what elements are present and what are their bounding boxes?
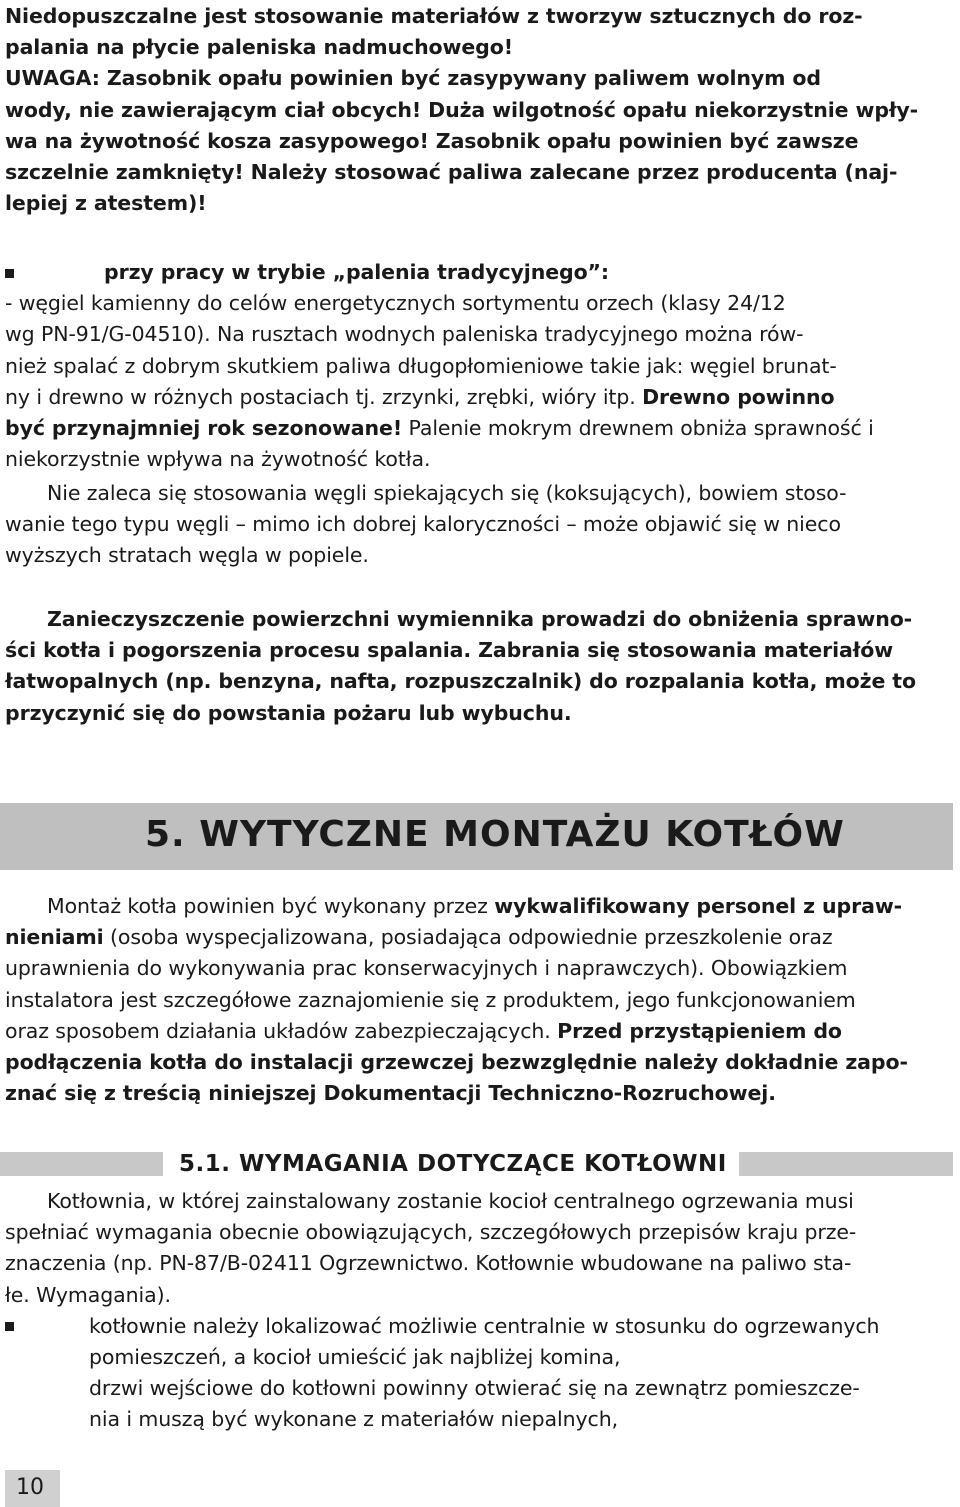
text-line: kotłownie należy lokalizować możliwie centralnie w stosunku do ogrzewanych bbox=[89, 1313, 880, 1338]
text-line: łatwopalnych (np. benzyna, nafta, rozpuszczalnik) do rozpalania kotła, może to bbox=[5, 669, 916, 694]
subsection-title-wrap bbox=[163, 1146, 739, 1182]
text-line: Nie zaleca się stosowania węgli spiekających się (koksujących), bowiem stoso- bbox=[47, 481, 847, 505]
page-number: 10 bbox=[16, 1475, 44, 1500]
text-line: spełniać wymagania obecnie obowiązujących, szczegółowych przepisów kraju prze- bbox=[5, 1220, 857, 1245]
text-line: łe. Wymagania). bbox=[5, 1282, 171, 1307]
text-line: lepiej z atestem)! bbox=[5, 191, 207, 216]
text-line: Montaż kotła powinien być wykonany przez wykwalifikowany personel z upraw- bbox=[47, 894, 903, 918]
text-line: znać się z treścią niniejszej Dokumentacji Techniczno-Rozruchowej. bbox=[5, 1081, 776, 1106]
traditional-mode-block bbox=[5, 257, 953, 475]
text-line: wa na żywotność kosza zasypowego! Zasobnik opału powinien być zawsze bbox=[5, 128, 859, 153]
text-line: podłączenia kotła do instalacji grzewczej bezwzględnie należy dokładnie zapo- bbox=[5, 1050, 908, 1075]
list-item bbox=[5, 1373, 953, 1435]
text-line: znaczenia (np. PN-87/B-02411 Ogrzewnictwo. Kotłownie wbudowane na paliwo sta- bbox=[5, 1251, 852, 1276]
exchanger-warning bbox=[5, 604, 953, 729]
bullet-heading: przy pracy w trybie „palenia tradycyjnego”: bbox=[5, 257, 953, 288]
text-line: Zanieczyszczenie powierzchni wymiennika prowadzi do obniżenia sprawno- bbox=[47, 607, 913, 631]
section5-body bbox=[5, 891, 953, 1109]
text-line: niekorzystnie wpływa na żywotność kotła. bbox=[5, 447, 431, 472]
subsection-title: 5.1. WYMAGANIA DOTYCZĄCE KOTŁOWNI bbox=[179, 1151, 727, 1177]
text-line: ści kotła i pogorszenia procesu spalania. Zabrania się stosowania materiałów bbox=[5, 638, 894, 663]
page-number-tab bbox=[5, 1470, 60, 1507]
bullet-square-icon bbox=[5, 269, 14, 278]
text-line: wanie tego typu węgli – mimo ich dobrej kaloryczności – może objawić się w nieco bbox=[5, 512, 841, 537]
section-title: 5. WYTYCZNE MONTAŻU KOTŁÓW bbox=[145, 814, 845, 855]
list-item bbox=[5, 1311, 953, 1373]
text-line: Kotłownia, w której zainstalowany zostanie kocioł centralnego ogrzewania musi bbox=[47, 1189, 854, 1213]
text-line: szczelnie zamknięty! Należy stosować paliwa zalecane przez producenta (naj- bbox=[5, 160, 898, 185]
text-line: nież spalać z dobrym skutkiem paliwa długopłomieniowe takie jak: węgiel brunat- bbox=[5, 353, 837, 378]
text-line: wody, nie zawierającym ciał obcych! Duża wilgotność opału niekorzystnie wpły- bbox=[5, 97, 919, 122]
text-line: - węgiel kamienny do celów energetycznych sortymentu orzech (klasy 24/12 bbox=[5, 291, 786, 316]
fuel-warning-block bbox=[5, 1, 953, 219]
text-line: drzwi wejściowe do kotłowni powinny otwierać się na zewnątrz pomieszcze- bbox=[89, 1376, 860, 1401]
bullet-square-icon bbox=[5, 1322, 14, 1331]
text-line: wg PN-91/G-04510). Na rusztach wodnych paleniska tradycyjnego można rów- bbox=[5, 322, 804, 347]
text-line: wyższych stratach węgla w popiele. bbox=[5, 543, 369, 568]
text-line: Niedopuszczalne jest stosowanie materiałów z tworzyw sztucznych do roz- bbox=[5, 4, 863, 28]
text-line: ny i drewno w różnych postaciach tj. zrzynki, zrębki, wióry itp. Drewno powinno bbox=[5, 384, 835, 409]
text-line: nia i muszą być wykonane z materiałów niepalnych, bbox=[89, 1407, 619, 1432]
text-line: pomieszczeń, a kocioł umieścić jak najbliżej komina, bbox=[89, 1345, 621, 1370]
text-line: przyczynić się do powstania pożaru lub wybuchu. bbox=[5, 700, 572, 725]
coking-coal-paragraph bbox=[5, 478, 953, 572]
text-line: UWAGA: Zasobnik opału powinien być zasypywany paliwem wolnym od bbox=[5, 66, 821, 91]
section51-body bbox=[5, 1186, 953, 1436]
text-line: uprawnienia do wykonywania prac konserwacyjnych i naprawczych). Obowiązkiem bbox=[5, 956, 848, 981]
text-line: być przynajmniej rok sezonowane! Palenie mokrym drewnem obniża sprawność i bbox=[5, 416, 874, 441]
text-line: oraz sposobem działania układów zabezpieczających. Przed przystąpieniem do bbox=[5, 1018, 842, 1043]
text-line: nieniami (osoba wyspecjalizowana, posiadająca odpowiednie przeszkolenie oraz bbox=[5, 925, 833, 950]
text-line: instalatora jest szczegółowe zaznajomienie się z produktem, jego funkcjonowaniem bbox=[5, 987, 856, 1012]
text-line: palania na płycie paleniska nadmuchowego! bbox=[5, 35, 513, 60]
